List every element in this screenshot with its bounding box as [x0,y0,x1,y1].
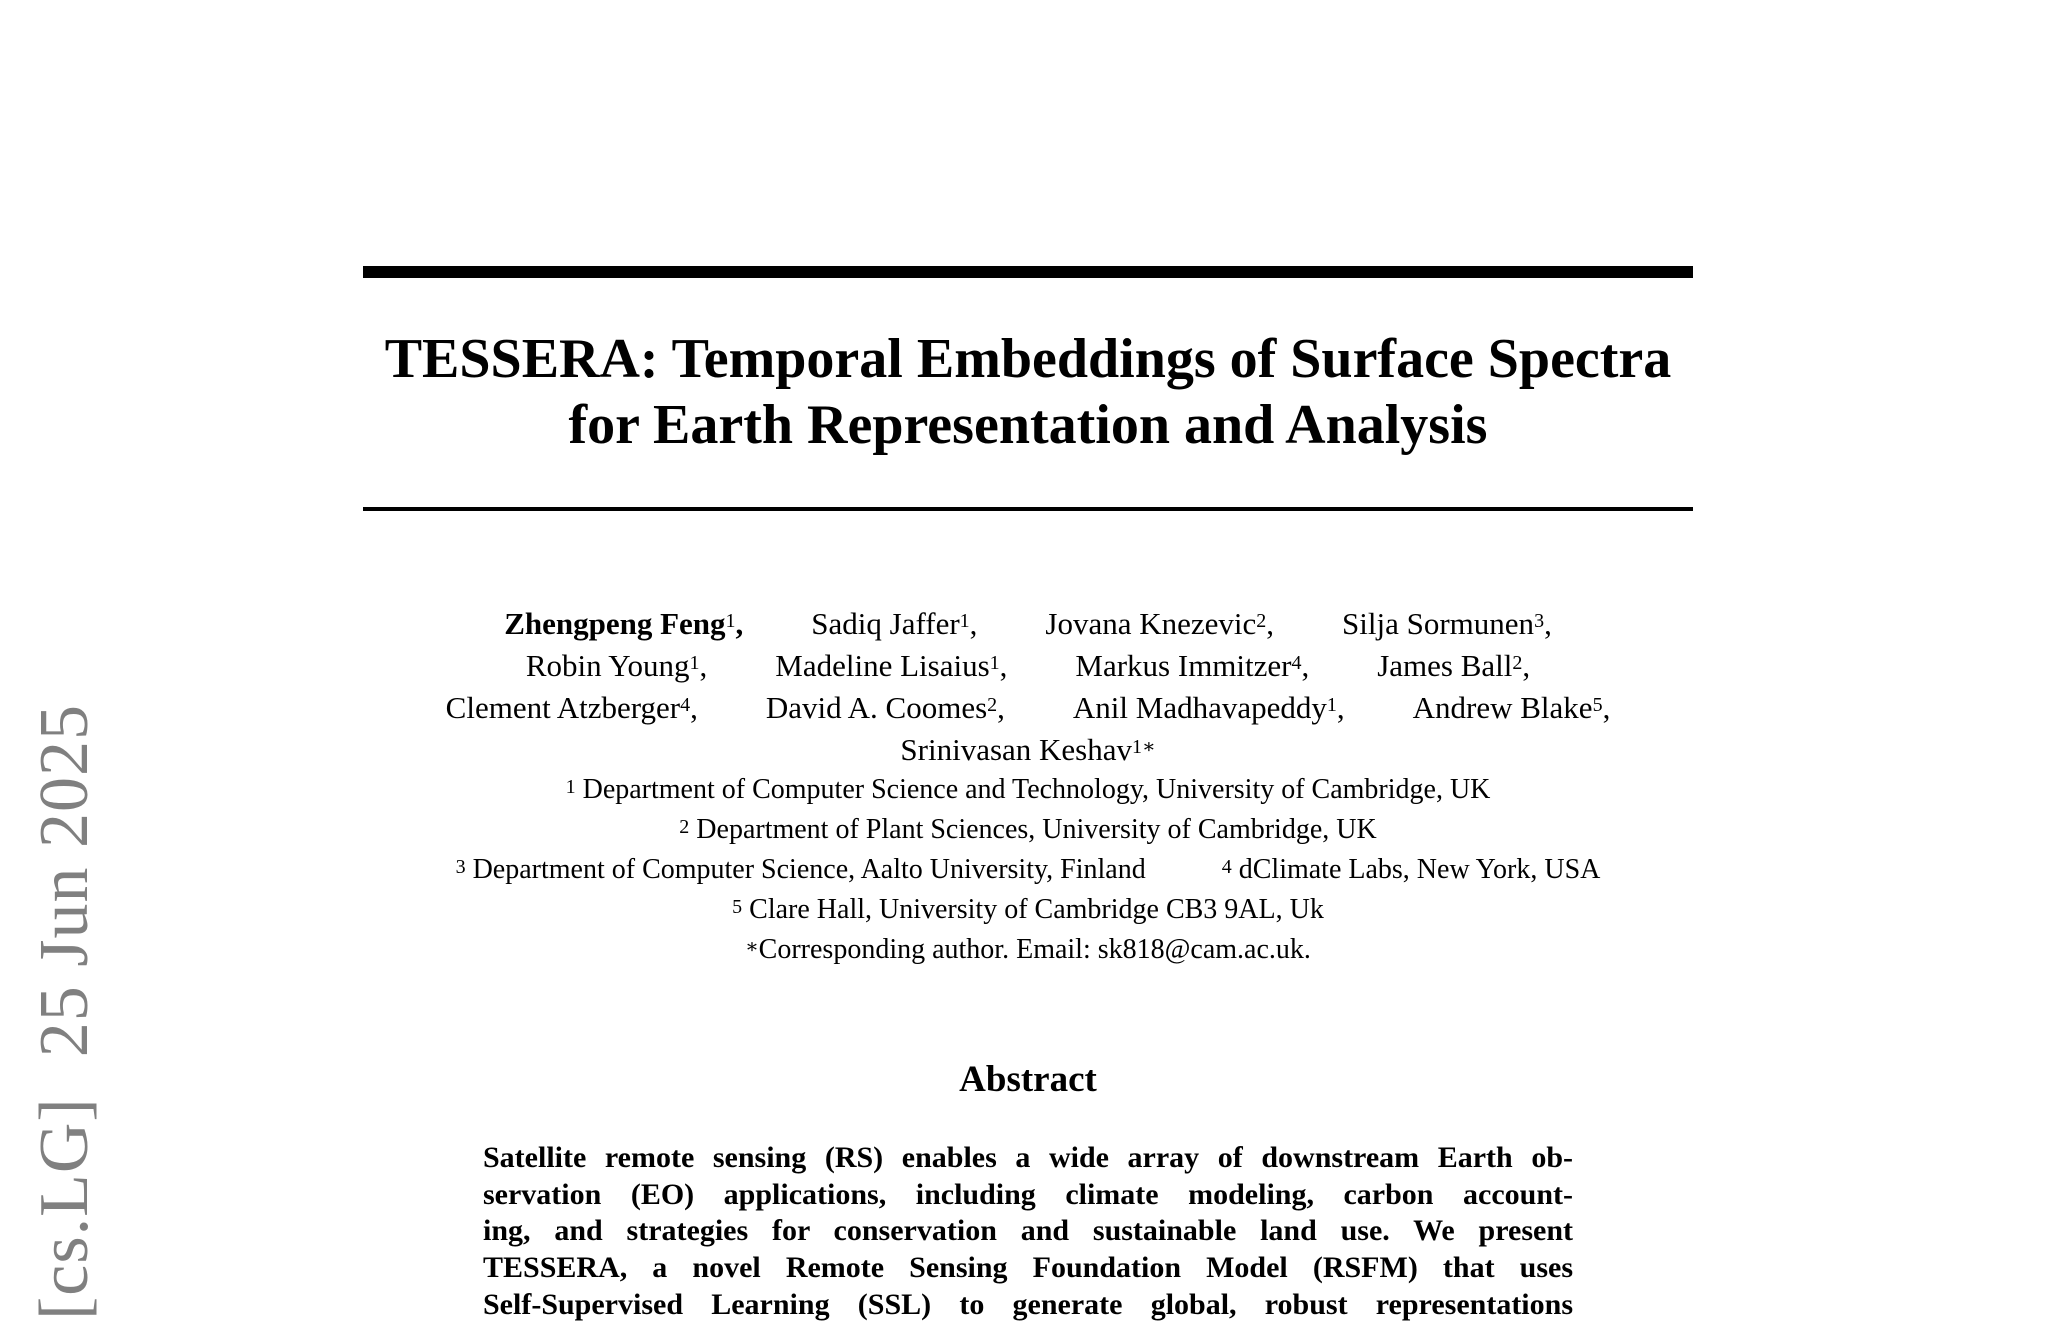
abstract-line: ing, and strategies for conservation and sustainable land use. We present [483,1214,1573,1248]
title-bottom-rule [363,507,1693,511]
affiliation-2: $^2$ Department of Plant Sciences, University of Cambridge, UK [679,814,1377,845]
author-entry: Andrew Blake$^5$, [1412,690,1611,725]
affiliation-3-4: $^3$ Department of Computer Science, Aalto University, Finland $^4$ dClimate Labs, New York, USA [455,854,1601,885]
abstract-line: Self-Supervised Learning (SSL) to generate global, robust representations [483,1287,1573,1321]
author-entry: Robin Young$^1$, [525,648,708,683]
abstract-heading: Abstract [959,1059,1097,1100]
affiliation-1: $^1$ Department of Computer Science and Technology, University of Cambridge, UK [565,774,1491,805]
author-line-2 [363,645,1693,687]
abstract-line: servation (EO) applications, including climate modeling, carbon account- [483,1177,1573,1211]
author-entry: Jovana Knezevic$^2$, [1045,606,1275,641]
author-entry: Markus Immitzer$^4$, [1075,648,1310,683]
abstract-line: Satellite remote sensing (RS) enables a wide array of downstream Earth ob- [483,1141,1573,1174]
author-entry: Silja Sormunen$^3$, [1342,606,1552,641]
corresponding-author-note: ∗Corresponding author. Email: sk818@cam.ac.uk. [745,934,1311,965]
author-entry: David A. Coomes$^2$, [765,690,1005,725]
author-entry: Sadiq Jaffer$^1$, [811,606,978,641]
author-entry: James Ball$^2$, [1377,648,1531,683]
paper-title [363,326,1693,458]
arxiv-date: 25 Jun 2025 [26,704,103,1058]
author-entry: Srinivasan Keshav$^{1∗}$ [900,732,1156,767]
affiliation-list [363,770,1693,970]
author-line-1 [363,603,1693,645]
author-entry: Clement Atzberger$^4$, [445,690,698,725]
author-line-3 [363,687,1693,729]
title-top-rule [363,266,1693,278]
arxiv-category: [cs.LG] [26,1097,103,1320]
author-entry: Madeline Lisaius$^1$, [775,648,1008,683]
title-line-2: for Earth Representation and Analysis [568,394,1488,456]
abstract-body [483,1140,1573,1324]
arxiv-identifier-stamp [26,704,103,1320]
author-entry: Anil Madhavapeddy$^1$, [1072,690,1345,725]
author-line-4 [363,729,1693,771]
title-line-1: TESSERA: Temporal Embeddings of Surface Spectra [384,328,1672,390]
abstract-line: TESSERA, a novel Remote Sensing Foundation Model (RSFM) that uses [483,1251,1573,1285]
author-list [363,603,1693,771]
affiliation-5: $^5$ Clare Hall, University of Cambridge CB3 9AL, Uk [732,894,1324,925]
author-entry: Zhengpeng Feng$^1$, [504,606,744,641]
